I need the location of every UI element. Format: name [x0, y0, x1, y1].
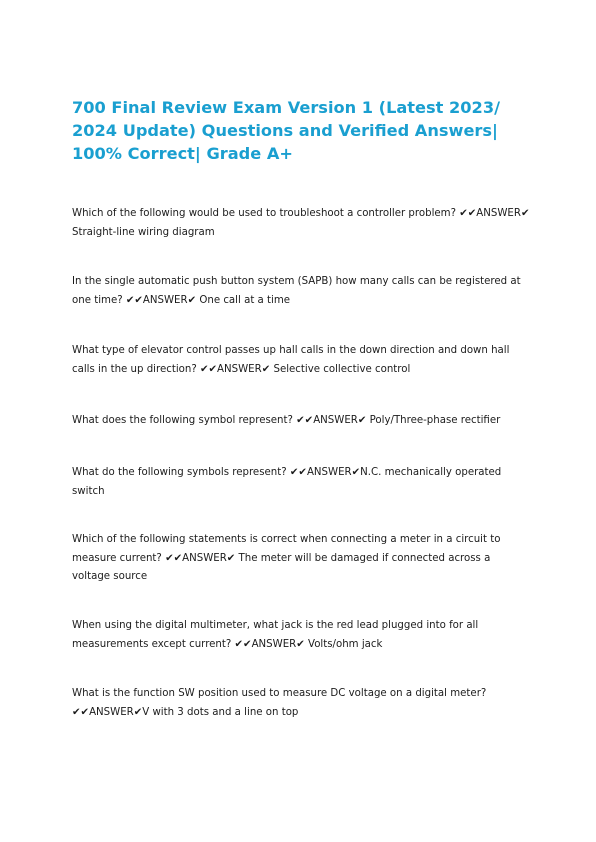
question-answer-item: What does the following symbol represent? ✔✔ANSWER✔ Poly/Three-phase rectifier — [72, 415, 501, 426]
document-title: 700 Final Review Exam Version 1 (Latest 2023/ 2024 Update) Questions and Verified Answers| 100% Correct| Grade A+ — [72, 98, 500, 163]
question-answer-item: Which of the following would be used to troubleshoot a controller problem? ✔✔ANSWER✔ Straight-line wiring diagram — [72, 208, 530, 238]
question-answer-item: What do the following symbols represent? ✔✔ANSWER✔N.C. mechanically operated switch — [72, 467, 502, 497]
question-answer-item: What type of elevator control passes up hall calls in the down direction and down hall calls in the up direction? ✔✔ANSWER✔ Selective collective control — [72, 345, 510, 375]
question-answer-item: In the single automatic push button system (SAPB) how many calls can be registered at one time? ✔✔ANSWER✔ One call at a time — [72, 276, 521, 306]
question-answer-item: Which of the following statements is correct when connecting a meter in a circuit to measure current? ✔✔ANSWER✔ The meter will be damaged if connected across a voltage source — [72, 534, 501, 582]
question-answer-item: When using the digital multimeter, what jack is the red lead plugged into for all measurements except current? ✔✔ANSWER✔ Volts/ohm jack — [72, 620, 479, 650]
question-answer-item: What is the function SW position used to measure DC voltage on a digital meter? ✔✔ANSWER✔V with 3 dots and a line on top — [72, 688, 487, 718]
